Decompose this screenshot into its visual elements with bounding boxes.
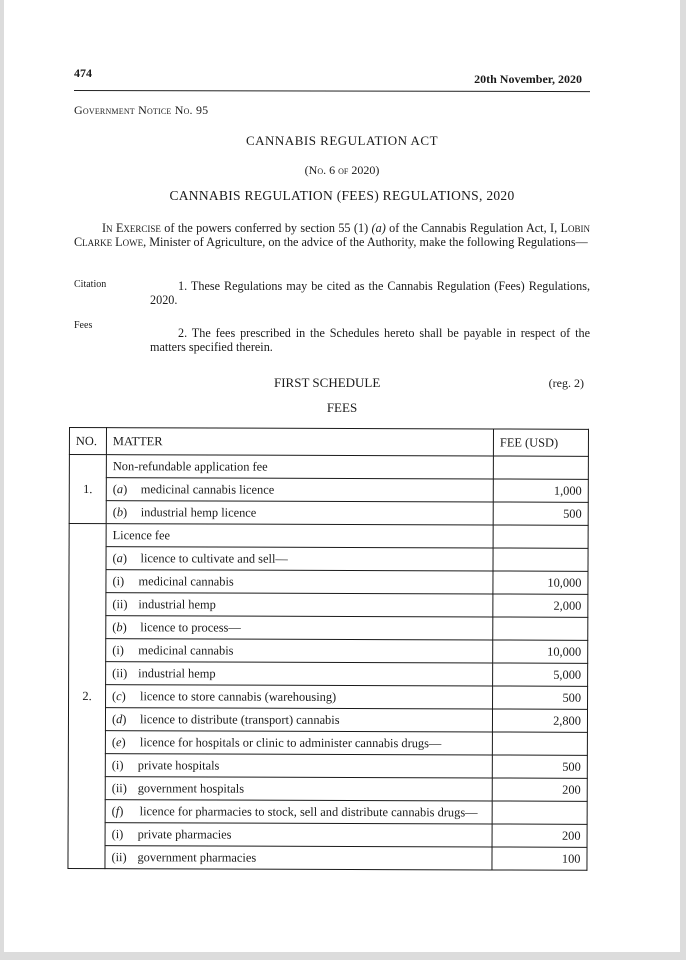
column-header-no: NO. (69, 428, 106, 455)
table-row (68, 799, 587, 824)
header-rule (74, 90, 590, 92)
matter-cell (105, 731, 492, 755)
matter-text: medicinal cannabis (138, 642, 234, 658)
fee-cell: 500 (493, 502, 588, 525)
fee-cell: 10,000 (493, 571, 588, 594)
table-row (68, 708, 587, 733)
matter-cell (106, 593, 493, 617)
table-row (69, 685, 588, 710)
matter-cell (105, 708, 492, 732)
matter-cell (106, 478, 493, 502)
item-label: (ii) (112, 596, 128, 611)
item-label: (c) (112, 688, 126, 703)
schedule-reference: (reg. 2) (548, 376, 584, 390)
fee-cell: 100 (492, 847, 587, 870)
matter-text: licence to distribute (transport) cannabis (139, 711, 340, 727)
fee-cell (493, 456, 588, 479)
item-label: (ii) (112, 665, 128, 680)
table-row (69, 639, 588, 664)
matter-cell (106, 547, 493, 571)
matter-cell (105, 800, 492, 824)
fee-cell (493, 548, 588, 571)
table-row (69, 570, 588, 595)
item-label: (i) (111, 757, 124, 772)
column-header-fee: FEE (USD) (493, 429, 588, 456)
section-citation (150, 279, 590, 307)
government-notice-label: Government Notice No. 95 (74, 103, 209, 117)
matter-text: government pharmacies (137, 849, 257, 865)
item-label: (ii) (111, 780, 127, 795)
document-page (4, 0, 680, 952)
fee-cell: 10,000 (493, 640, 588, 663)
matter-cell (106, 501, 493, 525)
item-label: (f) (111, 803, 124, 818)
table-header-row (69, 428, 588, 457)
table-row (68, 845, 587, 870)
matter-text: industrial hemp (138, 596, 216, 612)
fee-cell (492, 801, 587, 824)
matter-text: licence to store cannabis (warehousing) (140, 688, 337, 704)
fee-cell: 5,000 (493, 663, 588, 686)
table-row (69, 593, 588, 618)
row-number: 2. (68, 524, 106, 869)
preamble-paragraph (74, 221, 590, 249)
matter-text: licence for pharmacies to stock, sell and distribute cannabis drugs— (139, 803, 478, 819)
preamble-lead: In Exercise (102, 221, 161, 235)
table-row (68, 776, 587, 801)
matter-text: licence to process— (140, 619, 241, 635)
preamble-italic: (a) (371, 221, 386, 235)
matter-text: private hospitals (137, 757, 220, 773)
section-text: 2. The fees prescribed in the Schedules hereto shall be payable in respect of the matters specified therein. (150, 326, 590, 354)
table-row (69, 501, 588, 526)
item-label: (b) (112, 504, 128, 519)
gazette-date: 20th November, 2020 (474, 72, 582, 86)
fee-cell (492, 732, 587, 755)
section-text: 1. These Regulations may be cited as the Cannabis Regulation (Fees) Regulations, 2020. (150, 279, 590, 307)
fees-table (67, 427, 589, 871)
schedule-title: FIRST SCHEDULE (274, 375, 381, 390)
table-row (69, 547, 588, 572)
table-row (69, 478, 588, 503)
item-label: (d) (111, 711, 127, 726)
margin-label-fees: Fees (74, 320, 93, 331)
item-label: (i) (112, 642, 124, 657)
fee-cell: 200 (492, 778, 587, 801)
matter-text: licence for hospitals or clinic to administer cannabis drugs— (139, 734, 442, 750)
fee-cell: 500 (493, 686, 588, 709)
act-title: CANNABIS REGULATION ACT (245, 133, 439, 148)
fee-cell: 1,000 (493, 479, 588, 502)
table-row (68, 730, 587, 755)
item-label: (a) (112, 550, 128, 565)
margin-label-citation: Citation (74, 279, 107, 290)
matter-cell (106, 524, 493, 548)
item-label: (e) (111, 734, 126, 749)
fee-cell: 500 (492, 755, 587, 778)
table-row (68, 822, 587, 847)
page-number: 474 (74, 66, 92, 80)
item-label: (i) (111, 826, 124, 841)
matter-cell (106, 570, 493, 594)
matter-text: medicinal cannabis licence (140, 481, 275, 497)
act-number: (No. 6 of 2020) (304, 163, 380, 177)
fee-cell: 2,800 (492, 709, 587, 732)
preamble-text: of the Cannabis Regulation Act, I, (385, 221, 561, 235)
preamble-text: , Minister of Agriculture, on the advice of the Authority, make the following Regulations— (143, 235, 588, 249)
table-row (69, 455, 588, 480)
matter-cell (106, 639, 493, 663)
matter-text: medicinal cannabis (138, 573, 234, 589)
matter-text: industrial hemp (138, 665, 216, 681)
item-label: (a) (112, 481, 128, 496)
minister-name: Lobin Clarke Lowe (74, 221, 590, 249)
preamble-text: of the powers conferred by section 55 (1) (160, 221, 372, 235)
table-row (69, 524, 588, 549)
fee-cell: 200 (492, 824, 587, 847)
matter-cell (105, 846, 492, 870)
regulation-title: CANNABIS REGULATION (FEES) REGULATIONS, 2020 (169, 188, 515, 203)
matter-text: government hospitals (137, 780, 245, 796)
matter-cell (105, 777, 492, 801)
section-fees (150, 326, 590, 354)
matter-cell (105, 754, 492, 778)
matter-text: private pharmacies (137, 826, 232, 842)
matter-text: licence to cultivate and sell— (140, 550, 288, 566)
matter-cell (106, 616, 493, 640)
matter-cell (106, 685, 493, 709)
matter-cell (106, 455, 493, 479)
table-row (69, 616, 588, 641)
column-header-matter: MATTER (106, 428, 493, 456)
item-label: (ii) (111, 849, 127, 864)
table-row (69, 662, 588, 687)
fee-cell (493, 617, 588, 640)
matter-text: industrial hemp licence (140, 504, 257, 520)
fee-cell (493, 525, 588, 548)
matter-text: Non-refundable application fee (112, 458, 268, 474)
item-label: (i) (112, 573, 125, 588)
matter-text: Licence fee (112, 527, 171, 542)
matter-cell (106, 662, 493, 686)
schedule-subtitle: FEES (326, 400, 358, 415)
item-label: (b) (112, 619, 127, 634)
row-number: 1. (69, 455, 106, 524)
table-row (68, 753, 587, 778)
matter-cell (105, 823, 492, 847)
fee-cell: 2,000 (493, 594, 588, 617)
